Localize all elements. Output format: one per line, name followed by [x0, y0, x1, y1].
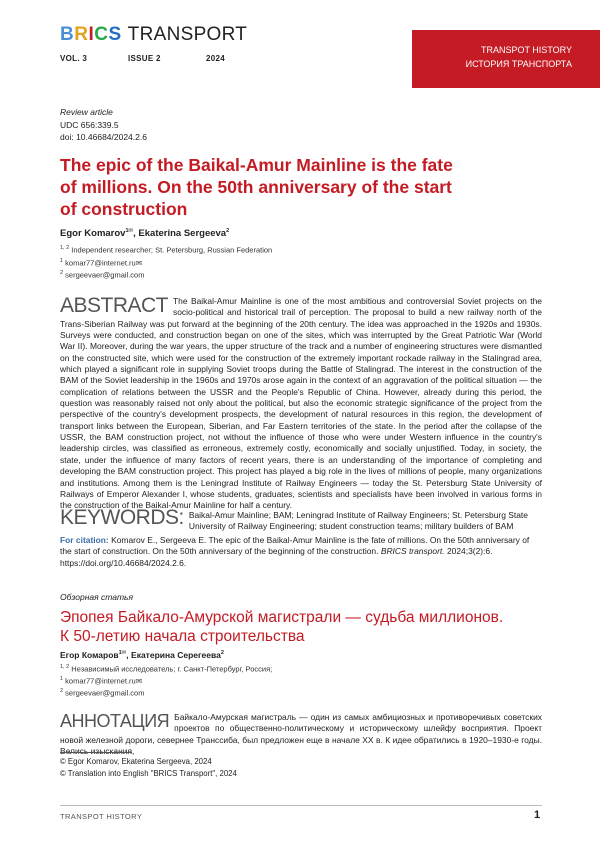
author-sup: 1✉ — [118, 650, 127, 657]
abstract-label: ABSTRACT — [60, 294, 169, 317]
abstract-block-ru — [60, 711, 542, 757]
copyright-translation: © Translation into English "BRICS Transport", 2024 — [60, 769, 237, 778]
logo-letter: C — [94, 24, 109, 45]
aff-text: Independent researcher; St. Petersburg, Russian Federation — [71, 245, 273, 255]
citation-tail[interactable]: 2024;3(2):6. https://doi.org/10.46684/2024.2.6. — [60, 546, 493, 568]
footer-rule — [60, 805, 542, 806]
rubric-box — [412, 30, 600, 88]
title-line: The epic of the Baikal-Amur Mainline is the fate — [60, 155, 453, 175]
citation-block — [60, 535, 542, 569]
footnote-rule — [60, 752, 132, 753]
year: 2024 — [206, 54, 225, 63]
citation-label: For citation: — [60, 535, 109, 545]
aff-text: Независимый исследователь; г. Санкт-Петербург, Россия; — [71, 664, 273, 674]
email-link[interactable]: sergeevaer@gmail.com — [65, 688, 145, 698]
udc: UDC 656:339.5 — [60, 120, 119, 130]
author-sep: , — [133, 228, 139, 240]
rubric-ru: ИСТОРИЯ ТРАНСПОРТА — [465, 59, 572, 69]
logo-letter: B — [60, 24, 75, 45]
abstract-block — [60, 296, 542, 512]
article-title — [60, 154, 520, 220]
doi: doi: 10.46684/2024.2.6 — [60, 132, 147, 142]
aff-sup: 1, 2 — [60, 245, 70, 251]
email-link[interactable]: komar77@internet.ru✉ — [65, 258, 143, 268]
logo-letter: S — [108, 24, 122, 45]
author-sup: 2 — [220, 650, 224, 657]
title-ru-line: К 50-летию начала строительства — [60, 628, 305, 645]
email-1 — [60, 258, 142, 268]
keywords-text: Baikal-Amur Mainline; BAM; Leningrad Institute of Railway Engineers; St. Petersburg State University of Railway Engineering; student construction teams; military builders of BAM — [188, 510, 528, 532]
author-name: Egor Komarov — [60, 228, 126, 240]
issue: ISSUE 2 — [128, 54, 161, 63]
title-line: of construction — [60, 199, 188, 219]
footer-section: TRANSPOT HISTORY — [60, 812, 143, 821]
affiliation-ru — [60, 664, 272, 674]
authors-ru — [60, 650, 224, 660]
affiliation — [60, 245, 272, 255]
email-2-ru — [60, 688, 144, 698]
citation-journal: BRICS transport. — [380, 546, 445, 557]
logo-letter: I — [88, 24, 95, 45]
email-2 — [60, 270, 144, 280]
authors — [60, 228, 229, 239]
abstract-text-ru: Байкало-Амурская магистраль — один из самых амбициозных и противоречивых советских проектов по общественно-политическому и историческому шлейфу восприятия. Проект новой железной дороги, севернее Транссиба, был предложен еще в начале XX в. К идее обратились в 1920–1930-е годы. Велись изыскания, — [60, 712, 542, 757]
author-name: Ekaterina Sergeeva — [138, 228, 227, 240]
copyright-authors: © Egor Komarov, Ekaterina Sergeeva, 2024 — [60, 757, 212, 766]
journal-logo — [60, 24, 247, 46]
logo-brics-letters — [60, 24, 122, 46]
keywords-block — [60, 508, 542, 533]
article-title-ru — [60, 608, 530, 646]
author-sup: 1✉ — [125, 228, 134, 234]
article-type-ru: Обзорная статья — [60, 592, 134, 602]
aff-sup: 2 — [60, 270, 64, 276]
email-1-ru — [60, 676, 142, 686]
email-link[interactable]: sergeevaer@gmail.com — [65, 270, 145, 280]
volume: VOL. 3 — [60, 54, 88, 63]
logo-word: TRANSPORT — [127, 24, 248, 45]
title-ru-line: Эпопея Байкало-Амурской магистрали — судьба миллионов. — [60, 609, 504, 626]
author-name: Екатерина Серегеева — [131, 650, 221, 660]
citation-text: Komarov E., Sergeeva E. The epic of the Baikal-Amur Mainline is the fate of millions. On the 50th anniversary of the start of construction. On the 50th anniversary of the beginning of the construction. — [60, 535, 530, 557]
title-line: of millions. On the 50th anniversary of the start — [60, 177, 452, 197]
aff-sup: 1 — [60, 258, 64, 264]
abstract-text: The Baikal-Amur Mainline is one of the most ambitious and controversial Soviet projects on the socio-political and historical trail of perception. The proposal to build a new railway north of the Trans-Siberian Railway was put forward at the beginning of the 20th century. The idea was approached in the 1920s and 1930s. Surveys were conducted, and construction began on one of the sites, which was interrupted by the Great Patriotic War (World War II). Moreover, during the war years, the upper structure of the track and a number of engineering structures were dismantled on the constructed site, which were used for the construction of the extremely important rockade railway in the Stalingrad area, which played a significant role in supplying Soviet troops during the Battle of Stalingrad. The interest in the construction of the BAM of the Soviet leadership in the 1960s and 1970s arose again in the context of an aggravation of the political situation — the complication of relations between the USSR and the People's Republic of China. However, already during this period, the question was reasonably raised not only about the political, but also the economic strategic significance of the project from the perspective of the country's development prospects, the development of natural resources in this region, the development of transport links between the European, Siberian, and Far Eastern territories of the state. In the period after the collapse of the USSR, the BAM construction project, not without the influence of those who were under Western influence in the country's leadership circles, was classified as erroneous, extremely costly, economically and socially unjustified. Today, in society, the state, under the influence of many factors of recent years, there is an understanding of the importance of completing and developing the BAM construction project. This project has played a big role in the lives of millions of people, many organizations and institutions. Among them is the Leningrad Institute of Railway Engineers — today the St. Petersburg State University of Railways of Emperor Alexander I, whose students, graduates, scientists and specialists have been involved in various forms in the construction of the Baikal-Amur Mainline for half a century. — [60, 296, 542, 511]
aff-sup: 1 — [60, 676, 64, 682]
email-link[interactable]: komar77@internet.ru✉ — [65, 676, 143, 686]
keywords-label: KEYWORDS: — [60, 506, 184, 529]
author-sup: 2 — [226, 228, 230, 234]
aff-sup: 2 — [60, 688, 64, 694]
aff-sup: 1, 2 — [60, 664, 70, 670]
author-name: Егор Комаров — [60, 650, 119, 660]
logo-letter: R — [74, 24, 89, 45]
article-type: Review article — [60, 107, 113, 117]
rubric-en: TRANSPOT HISTORY — [480, 45, 572, 55]
abstract-label-ru: АННОТАЦИЯ — [60, 711, 170, 731]
page-number: 1 — [534, 809, 541, 821]
author-sep: , — [126, 650, 132, 660]
